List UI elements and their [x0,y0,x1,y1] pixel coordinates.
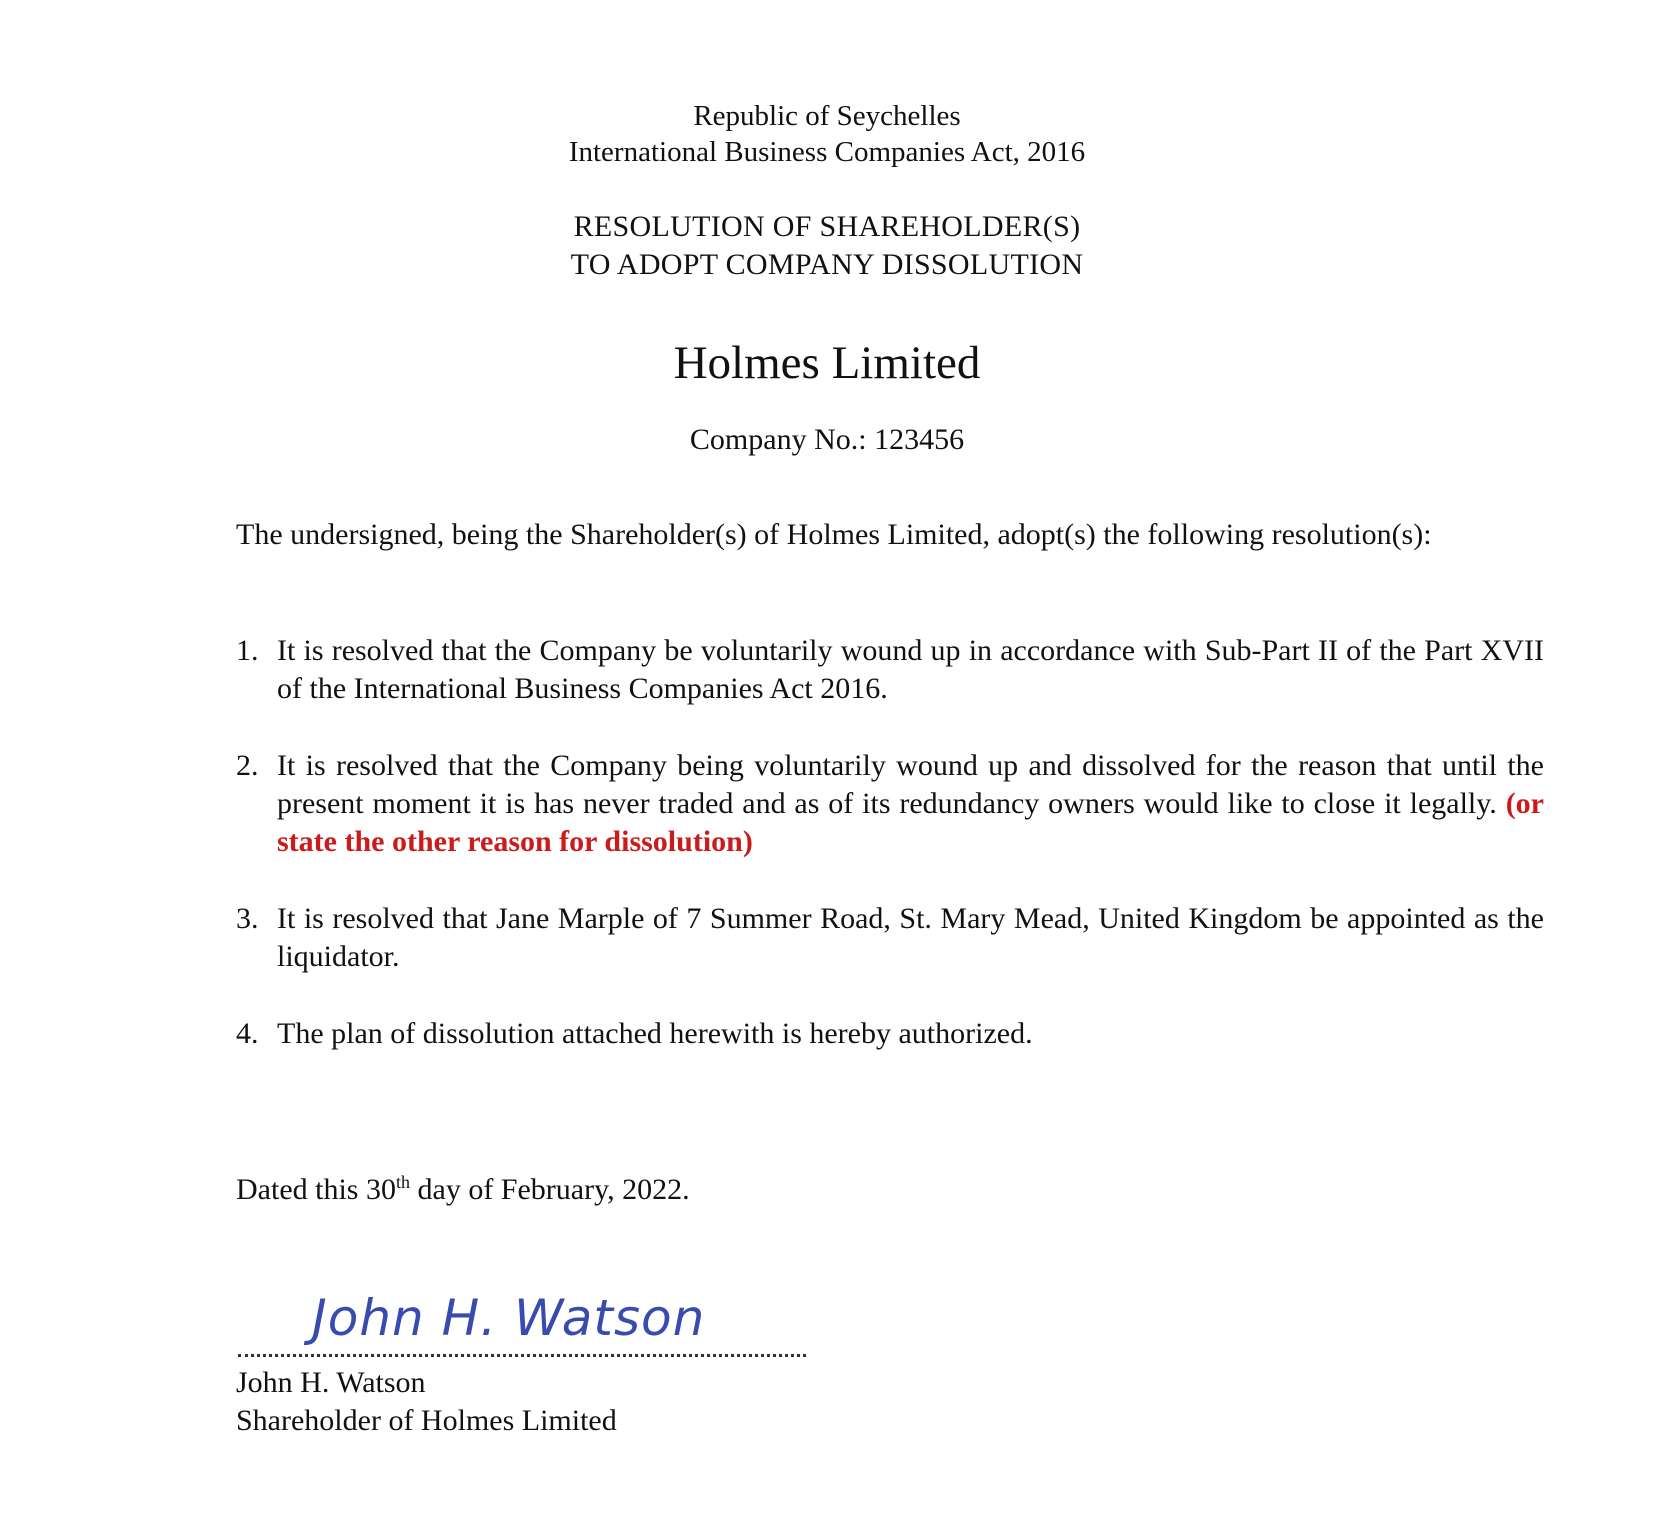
resolution-text: It is resolved that the Company be voluntarily wound up in accordance with Sub-Part II of the Part XVII of the International Business Companies Act 2016. [277,634,1544,705]
resolution-list [236,632,1544,1092]
signature-line [238,1354,806,1357]
intro-paragraph: The undersigned, being the Shareholder(s) of Holmes Limited, adopt(s) the following resolution(s): [236,518,1432,551]
signer-role: Shareholder of Holmes Limited [236,1404,617,1437]
resolution-number: 1. [236,634,259,667]
signer-name: John H. Watson [236,1366,426,1399]
company-name: Holmes Limited [673,337,981,389]
resolution-text: It is resolved that Jane Marple of 7 Summer Road, St. Mary Mead, United Kingdom be appointed as the liquidator. [277,902,1544,973]
resolution-item [236,747,1544,861]
resolution-text: The plan of dissolution attached herewith is hereby authorized. [277,1017,1033,1050]
resolution-title [0,208,1654,284]
dated-prefix: Dated this 30 [236,1173,396,1206]
jurisdiction-country: Republic of Seychelles [693,100,961,132]
resolution-number: 4. [236,1017,259,1050]
signer-block [236,1364,617,1440]
resolution-number: 2. [236,749,259,782]
dissolution-reason-note: (or state the other reason for dissolution) [277,787,1544,858]
company-number: Company No.: 123456 [689,423,965,456]
resolution-title-line-1: RESOLUTION OF SHAREHOLDER(S) [573,210,1081,243]
resolution-item [236,1015,1544,1053]
dated-ordinal-suffix: th [395,1172,410,1192]
resolution-title-line-2: TO ADOPT COMPANY DISSOLUTION [570,248,1084,281]
dated-line [236,1171,1544,1209]
resolution-text: It is resolved that the Company being voluntarily wound up and dissolved for the reason that until the present moment it is has never traded and as of its redundancy owners would like to close it legally. [277,749,1544,820]
resolution-number: 3. [236,902,259,935]
resolution-item [236,900,1544,976]
jurisdiction-act: International Business Companies Act, 2016 [568,136,1086,168]
handwritten-signature: John H. Watson [312,1289,706,1347]
dated-rest: day of February, 2022. [410,1173,690,1206]
resolution-item [236,632,1544,708]
jurisdiction-header [0,98,1654,170]
